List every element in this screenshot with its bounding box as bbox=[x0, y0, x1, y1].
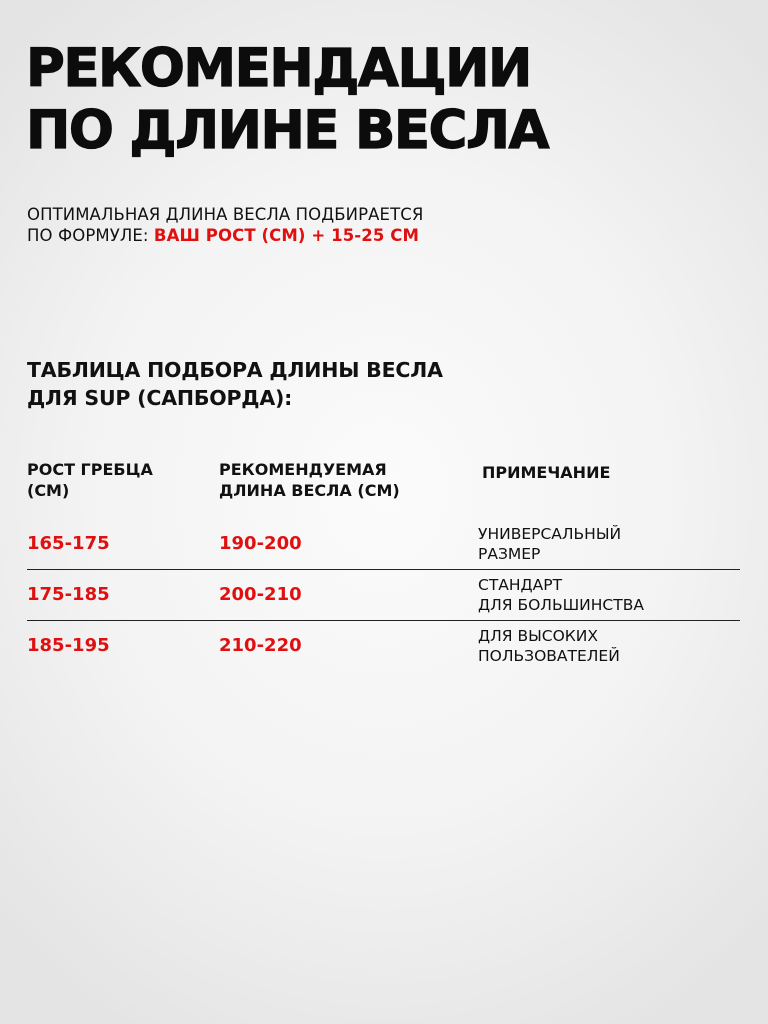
table-heading-line-1: ТАБЛИЦА ПОДБОРА ДЛИНЫ ВЕСЛА bbox=[27, 358, 443, 382]
row-3-note-line-1: ДЛЯ ВЫСОКИХ bbox=[478, 627, 599, 645]
column-header-height bbox=[27, 459, 153, 501]
formula-accent: ВАШ РОСТ (СМ) + 15-25 СМ bbox=[153, 226, 419, 245]
row-divider bbox=[27, 620, 740, 621]
column-header-length-line-1: РЕКОМЕНДУЕМАЯ bbox=[219, 460, 387, 479]
row-2-height: 175-185 bbox=[27, 584, 110, 605]
row-1-note-line-1: УНИВЕРСАЛЬНЫЙ bbox=[478, 525, 622, 543]
row-divider bbox=[27, 569, 740, 570]
page-title bbox=[26, 38, 548, 162]
page-title-line-2: ПО ДЛИНЕ ВЕСЛА bbox=[26, 100, 548, 161]
row-2-note bbox=[478, 575, 644, 615]
formula-line-2 bbox=[27, 225, 423, 246]
table-heading bbox=[27, 356, 443, 412]
column-header-length-line-2: ДЛИНА ВЕСЛА (СМ) bbox=[219, 481, 400, 500]
row-1-length: 190-200 bbox=[219, 533, 302, 554]
row-3-length: 210-220 bbox=[219, 635, 302, 656]
row-3-height: 185-195 bbox=[27, 635, 110, 656]
row-3-note bbox=[478, 626, 620, 666]
table-heading-line-2: ДЛЯ SUP (САПБОРДА): bbox=[27, 386, 293, 410]
column-header-note-line-1: ПРИМЕЧАНИЕ bbox=[482, 463, 611, 482]
row-1-height: 165-175 bbox=[27, 533, 110, 554]
column-header-height-line-1: РОСТ ГРЕБЦА bbox=[27, 460, 153, 479]
page-title-line-1: РЕКОМЕНДАЦИИ bbox=[26, 38, 531, 99]
column-header-height-line-2: (СМ) bbox=[27, 481, 70, 500]
row-2-note-line-1: СТАНДАРТ bbox=[478, 576, 563, 594]
row-1-note-line-2: РАЗМЕР bbox=[478, 545, 541, 563]
row-1-note bbox=[478, 524, 621, 564]
column-header-note bbox=[482, 462, 610, 483]
formula-line-1: ОПТИМАЛЬНАЯ ДЛИНА ВЕСЛА ПОДБИРАЕТСЯ bbox=[27, 205, 424, 224]
row-2-note-line-2: ДЛЯ БОЛЬШИНСТВА bbox=[478, 596, 644, 614]
row-2-length: 200-210 bbox=[219, 584, 302, 605]
formula-text bbox=[27, 204, 423, 246]
row-3-note-line-2: ПОЛЬЗОВАТЕЛЕЙ bbox=[478, 647, 620, 665]
column-header-length bbox=[219, 459, 400, 501]
formula-prefix: ПО ФОРМУЛЕ: bbox=[27, 226, 154, 245]
